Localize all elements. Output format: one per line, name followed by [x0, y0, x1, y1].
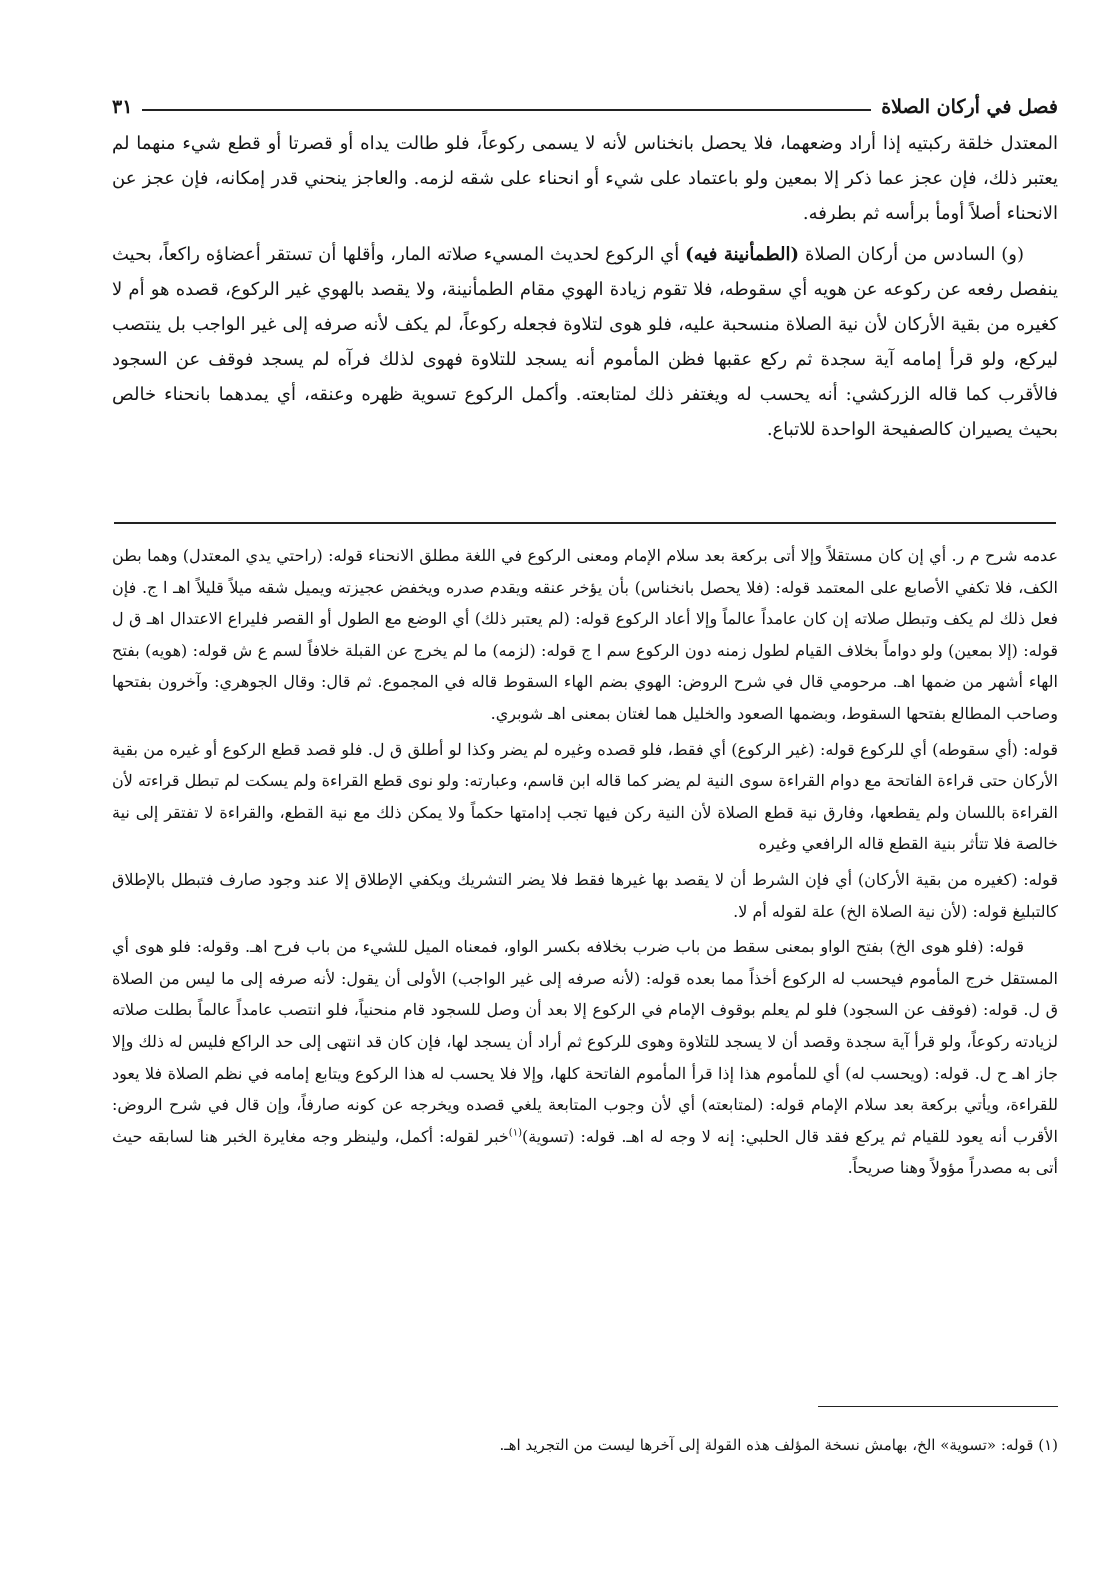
footnote-marker: (١) [508, 1127, 522, 1139]
footnote: (١) قوله: «تسوية» الخ، بهامش نسخة المؤلف هذه القولة إلى آخرها ليست من التجريد اهـ. [499, 1436, 1058, 1454]
commentary-paragraph: قوله: (أي سقوطه) أي للركوع قوله: (غير الركوع) أي فقط، فلو قصده وغيره لم يضر وكذا لو أطلق ق ل. فلو قصد قطع الركوع أو غيره من بقية الأركان حتى قراءة الفاتحة مع دوام القراءة سوى النية لم يضر كما قاله ابن قاسم، وعبارته: ولو نوى قطع القراءة ولم يسكت لم تبطل قراءته لأن القراءة باللسان ولم يقطعها، وفارق نية قطع الصلاة لأن النية ركن فيها تجب إدامتها حكماً ولا يمكن ذلك مع نية القطع، والقراءة لا تفتقر إلى نية خالصة فلا تتأثر بنية القطع قاله الرافعي وغيره [112, 739, 1059, 854]
main-paragraph-rest: أي الركوع لحديث المسيء صلاته المار، وأقلها أن تستقر أعضاؤه راكعاً، بحيث ينفصل رفعه عن ركوعه عن هويه أي سقوطه، فلا تقوم زيادة الهوي مقام الطمأنينة، ولا يقصد بالهوي غير الركوع، قصده هو أم لا كغيره من بقية الأركان لأن نية الصلاة منسحبة عليه، فلو هوى لتلاوة فجعله ركوعاً، لم يكف لأنه صرفه إلى غير الواجب بل ينتصب ليركع، ولو قرأ إمامه آية سجدة ثم ركع عقبها فظن المأموم أنه يسجد للتلاوة فهوى لذلك فرآه لم يسجد فوقف عن السجود فالأقرب كما قاله الزركشي: أنه يحسب له ويغتفر ذلك لمتابعته. وأكمل الركوع تسوية ظهره وعنقه، أي يمدهما بانحناء خالص بحيث يصيران كالصفيحة الواحدة للاتباع. [112, 244, 1059, 440]
header-rule [142, 109, 871, 111]
page-number: ٣١ [112, 96, 133, 118]
commentary-tail: خبر لقوله: أكمل، ولينظر وجه مغايرة الخبر هنا لسابقه حيث أتى به مصدراً مؤولاً وهنا صريحاً. [112, 1126, 1058, 1178]
commentary [112, 540, 1058, 1188]
commentary-paragraph: عدمه شرح م ر. أي إن كان مستقلاً وإلا أتى بركعة بعد سلام الإمام ومعنى الركوع في اللغة مطلق الانحناء قوله: (راحتي يدي المعتدل) وهما بطن الكف، فلا تكفي الأصابع على المعتمد قوله: (فلا يحصل بانخناس) بأن يؤخر عنقه ويقدم صدره ويخفض عجيزته ويميل شقه ميلاً قليلاً اهـ ا ج. فإن فعل ذلك لم يكف وتبطل صلاته إن كان عامداً عالماً وإلا أعاد الركوع قوله: (لم يعتبر ذلك) أي الوضع مع الطول أو القصر فليراع الاعتدال اهـ ق ل قوله: (إلا بمعين) ولو دواماً بخلاف القيام لطول زمنه دون الركوع سم ا ج قوله: (لزمه) ما لم يخرج عن القبلة خلافاً لسم ع ش قوله: (هويه) بفتح الهاء أشهر من ضمها اهـ. مرحومي قال في شرح الروض: الهوي بضم الهاء السقوط قاله في المجموع. ثم قال: وقال الجوهري: وآخرون بفتحها وصاحب المطالع بفتحها السقوط، وبضمها الصعود والخليل هما لغتان بمعنى اهـ شوبري. [112, 546, 1059, 723]
footnote-divider [818, 1406, 1058, 1407]
commentary-paragraph [112, 931, 1058, 1184]
main-paragraph-bold: (الطمأنينة فيه) [685, 244, 800, 265]
text-commentary-divider [114, 522, 1056, 524]
main-paragraph [112, 237, 1058, 447]
chapter-title: فصل في أركان الصلاة [881, 96, 1058, 118]
main-paragraph-lead: (و) السادس من أركان الصلاة [804, 244, 1024, 265]
running-header [112, 92, 1058, 122]
commentary-paragraph: قوله: (كغيره من بقية الأركان) أي فإن الشرط أن لا يقصد بها غيرها فقط فلا يضر التشريك ويكفي الإطلاق إلا عند وجود صارف فتبطل بالإطلاق كالتبليغ قوله: (لأن نية الصلاة الخ) علة لقوله أم لا. [112, 869, 1058, 921]
main-paragraph: المعتدل خلقة ركبتيه إذا أراد وضعهما، فلا يحصل بانخناس لأنه لا يسمى ركوعاً، فلو طالت يداه أو قصرتا أو قطع شيء منهما لم يعتبر ذلك، فإن عجز عما ذكر إلا بمعين ولو باعتماد على شيء أو انحناء على شقه لزمه. والعاجز ينحني قدر إمكانه، فإن عجز عن الانحناء أصلاً أومأ برأسه ثم بطرفه. [112, 133, 1058, 224]
main-text [112, 126, 1058, 453]
commentary-text: قوله: (فلو هوى الخ) بفتح الواو بمعنى سقط من باب ضرب بخلافه بكسر الواو، فمعناه الميل للشيء من باب فرح اهـ. وقوله: فلو هوى أي المستقل خرج المأموم فيحسب له الركوع أخذاً مما بعده قوله: (لأنه صرفه إلى غير الواجب) الأولى أن يقول: لأنه صرفه إلى ما ليس من الصلاة ق ل. قوله: (فوقف عن السجود) فلو لم يعلم بوقوف الإمام في الركوع إلا بعد أن وصل للسجود قام منحنياً، فلو انتصب عامداً عالماً بطلت صلاته لزيادته ركوعاً، ولو قرأ آية سجدة وقصد أن لا يسجد للتلاوة وهوى للركوع ثم أراد أن يسجد لها، فإن كان قد انتهى إلى حد الراكع فليس له ذلك وإلا جاز اهـ ح ل. قوله: (ويحسب له) أي للمأموم هذا إذا قرأ المأموم الفاتحة كلها، وإلا فلا يحسب له هذا الركوع ويتابع إمامه في نظم الصلاة فلا يعود للقراءة، ويأتي بركعة بعد سلام الإمام قوله: (لمتابعته) أي لأن وجوب المتابعة يلغي قصده ويخرجه عن كونه صارفاً، وإن قال في شرح الروض: الأقرب أنه يعود للقيام ثم يركع فقد قال الحلبي: إنه لا وجه له اهـ. قوله: (تسوية) [112, 937, 1059, 1146]
